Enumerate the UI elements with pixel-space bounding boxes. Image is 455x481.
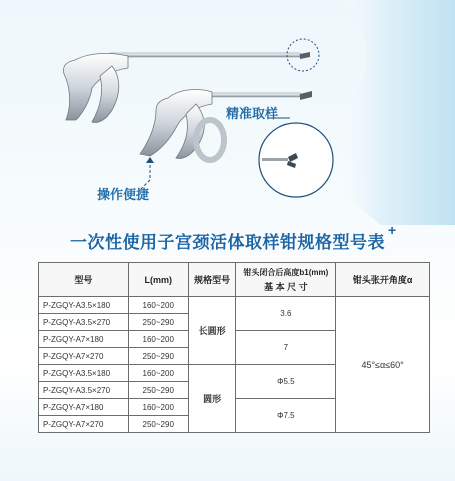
cell-length: 160~200 [128, 297, 188, 314]
callout-precise-sampling: 精准取样 [226, 106, 279, 121]
cell-length: 250~290 [128, 382, 188, 399]
header-height-line1: 钳头闭合后高度b1(mm) [243, 267, 329, 277]
cell-length: 160~200 [128, 365, 188, 382]
header-length: L(mm) [128, 263, 188, 297]
header-height [236, 263, 336, 297]
cell-length: 250~290 [128, 314, 188, 331]
cell-model: P-ZGQY-A3.5×270 [39, 314, 129, 331]
tip-zoom-circle [259, 123, 333, 197]
header-model: 型号 [39, 263, 129, 297]
cell-model: P-ZGQY-A3.5×180 [39, 297, 129, 314]
spec-table [38, 262, 430, 433]
cell-height: 7 [236, 331, 336, 365]
cell-model: P-ZGQY-A3.5×270 [39, 382, 129, 399]
header-spec: 规格型号 [188, 263, 236, 297]
cell-length: 250~290 [128, 416, 188, 433]
header-height-line2: 基 本 尺 寸 [264, 281, 308, 292]
cell-angle: 45°≤α≤60° [336, 297, 430, 433]
cell-height: Φ7.5 [236, 399, 336, 433]
header-angle: 钳头张开角度α [336, 263, 430, 297]
cell-model: P-ZGQY-A7×270 [39, 348, 129, 365]
table-header-row [39, 263, 430, 297]
cell-length: 160~200 [128, 331, 188, 348]
table-row [39, 297, 430, 314]
cell-height: Φ5.5 [236, 365, 336, 399]
cell-model: P-ZGQY-A7×180 [39, 331, 129, 348]
callout-easy-operation: 操作便捷 [97, 187, 150, 202]
cell-length: 160~200 [128, 399, 188, 416]
page-title: 一次性使用子宫颈活体取样钳规格型号表 [70, 233, 385, 252]
cell-model: P-ZGQY-A7×270 [39, 416, 129, 433]
cell-model: P-ZGQY-A3.5×180 [39, 365, 129, 382]
cell-spec-group: 圆形 [188, 365, 236, 433]
cell-model: P-ZGQY-A7×180 [39, 399, 129, 416]
title-plus-mark: + [388, 222, 397, 238]
cell-spec-group: 长圆形 [188, 297, 236, 365]
cell-height: 3.6 [236, 297, 336, 331]
cell-length: 250~290 [128, 348, 188, 365]
face-silhouette [325, 0, 455, 225]
